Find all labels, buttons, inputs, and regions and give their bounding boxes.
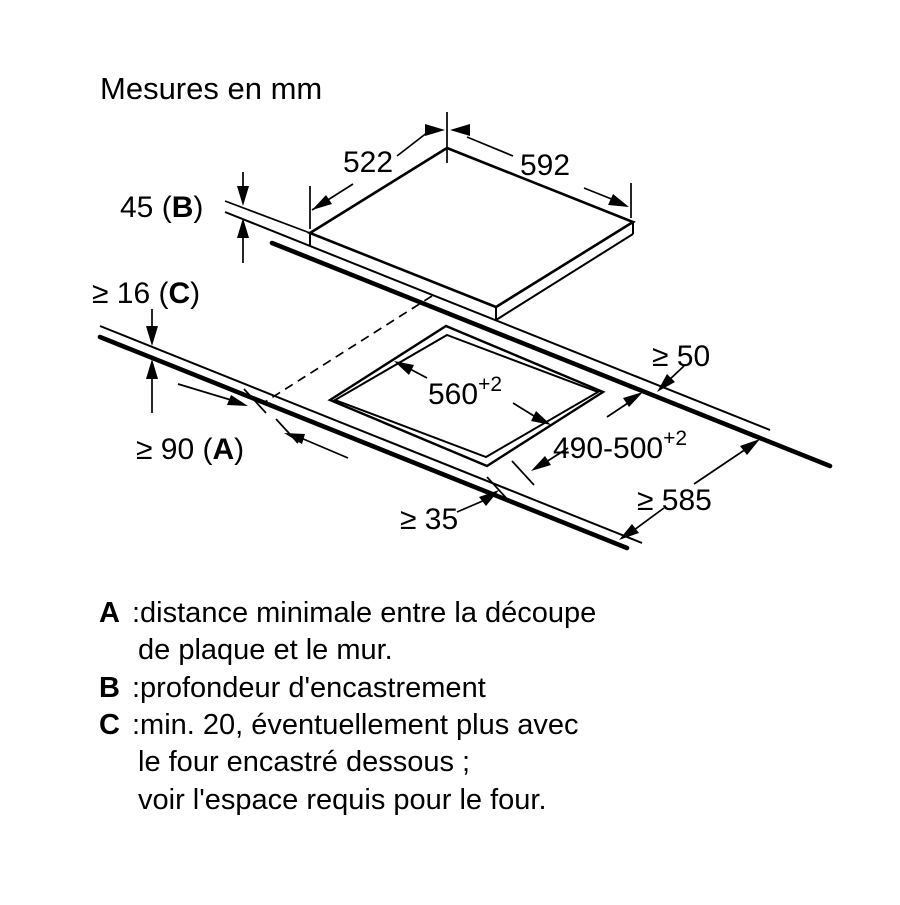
dimension-490-500	[512, 392, 687, 485]
dimension-560	[394, 361, 551, 425]
dimension-45-B	[120, 172, 249, 263]
arrowhead-icon	[312, 195, 332, 210]
dim-line	[584, 188, 614, 200]
legend-text-B-1: :profondeur d'encastrement	[132, 672, 486, 704]
dim-line	[457, 500, 485, 512]
dim-tick	[512, 461, 534, 485]
arrowhead-icon	[284, 433, 305, 444]
dim-line	[467, 137, 513, 156]
dim-16-label: ≥ 16 (C)	[92, 277, 201, 310]
legend-key-B: B	[99, 672, 120, 704]
dim-45-label: 45 (B)	[120, 191, 204, 224]
legend-key-A: A	[99, 597, 120, 629]
legend	[99, 597, 596, 816]
dim-522-label: 522	[343, 146, 394, 179]
dim-490-label: $490-500^{+2}$	[553, 427, 688, 465]
arrowhead-icon	[146, 359, 158, 379]
dim-560-label: $560^{+2}$	[428, 373, 503, 411]
legend-text-C-1: :min. 20, éventuellement plus avec	[132, 709, 579, 741]
arrowhead-icon	[450, 124, 470, 136]
dim-line	[410, 369, 427, 378]
legend-text-A-2: de plaque et le mur.	[138, 634, 393, 666]
legend-text-C-2: le four encastré dessous ;	[138, 746, 471, 778]
arrowhead-icon	[237, 186, 249, 206]
arrowhead-icon	[146, 326, 158, 346]
legend-key-C: C	[99, 709, 120, 741]
dim-90-label: ≥ 90 (A)	[136, 433, 245, 466]
dim-592-label: 592	[520, 149, 571, 182]
worktop-back-thick-edge	[272, 243, 830, 466]
projection-dashed-line	[265, 296, 432, 402]
arrowhead-icon	[394, 361, 414, 375]
page-title: Mesures en mm	[100, 71, 323, 106]
arrowhead-icon	[740, 439, 760, 455]
dim-585-label: ≥ 585	[637, 484, 712, 517]
legend-text-C-3: voir l'espace requis pour le four.	[138, 784, 547, 816]
dim-line	[513, 403, 534, 416]
dim-35-label: ≥ 35	[400, 503, 459, 536]
dim-line	[397, 132, 428, 156]
dim-line	[607, 403, 628, 417]
dim-line	[301, 438, 348, 458]
dim-50-label: ≥ 50	[652, 340, 711, 373]
dimension-50	[652, 340, 710, 392]
arrowhead-icon	[608, 194, 629, 207]
arrowhead-icon	[425, 124, 445, 136]
arrowhead-icon	[531, 456, 551, 471]
dimension-35	[400, 477, 509, 536]
legend-text-A-1: :distance minimale entre la découpe	[132, 597, 597, 629]
arrowhead-icon	[531, 411, 551, 425]
dim-line	[694, 449, 746, 484]
